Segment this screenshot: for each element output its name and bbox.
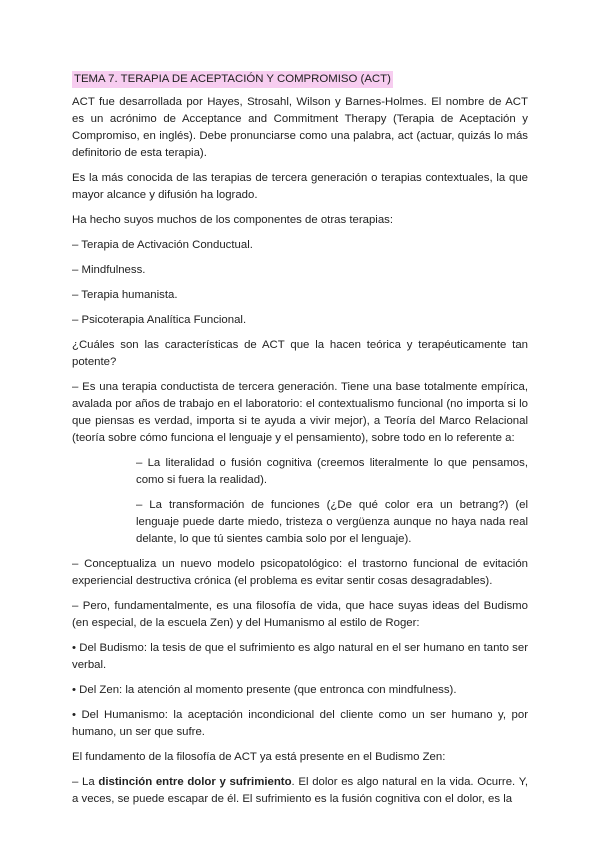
paragraph-third-generation: Es la más conocida de las terapias de tercera generación o terapias contextuales, la que mayor alcance y difusión ha logrado. (72, 172, 528, 201)
list-item-mindfulness: – Mindfulness. (72, 264, 146, 276)
list-item-analitica: – Psicoterapia Analítica Funcional. (72, 314, 247, 326)
paragraph-dolor-sufrimiento (72, 774, 528, 808)
bullet-budismo: • Del Budismo: la tesis de que el sufrimiento es algo natural en el ser humano en tanto ser verbal. (72, 642, 528, 671)
paragraph-question: ¿Cuáles son las características de ACT que la hacen teórica y terapéuticamente tan potente? (72, 339, 528, 368)
bullet-zen: • Del Zen: la atención al momento presente (que entronca con mindfulness). (72, 684, 457, 696)
paragraph-intro: ACT fue desarrollada por Hayes, Strosahl, Wilson y Barnes-Holmes. El nombre de ACT es un acrónimo de Acceptance and Commitment Therapy (Terapia de Aceptación y Compromiso, en inglés). Debe pronunciarse como una palabra, act (actuar, quizás lo más definitorio de esta terapia). (72, 96, 528, 159)
paragraph-fundamento: El fundamento de la filosofía de ACT ya está presente en el Budismo Zen: (72, 751, 446, 763)
sub-item-transformacion: – La transformación de funciones (¿De qué color era un betrang?) (el lenguaje puede darte miedo, tristeza o vergüenza aunque no haya nada real delante, lo que tú sientes cambia solo por el lenguaje). (136, 499, 528, 545)
dolor-sufrimiento-bold: distinción entre dolor y sufrimiento (98, 776, 292, 788)
paragraph-filosofia: – Pero, fundamentalmente, es una filosofía de vida, que hace suyas ideas del Budismo (en especial, de la escuela Zen) y del Humanismo al estilo de Roger: (72, 600, 528, 629)
dolor-prefix: – La (72, 776, 99, 788)
paragraph-psicopatologico: – Conceptualiza un nuevo modelo psicopatológico: el trastorno funcional de evitación experiencial destructiva crónica (el problema es evitar sentir cosas desagradables). (72, 558, 528, 587)
dolor-rest: . El dolor es algo natural en la vida. Ocurre. Y, a veces, se puede escapar de él. El sufrimiento es la fusión cognitiva con el dolor, es la (72, 776, 528, 805)
paragraph-conductista: – Es una terapia conductista de tercera generación. Tiene una base totalmente empírica, avalada por años de trabajo en el laboratorio: el contextualismo funcional (no importa si lo que piensas es verdad, importa si te ayuda a vivir mejor), a Teoría del Marco Relacional (teoría sobre cómo funciona el lenguaje y el pensamiento), sobre todo en lo referente a: (72, 381, 528, 444)
paragraph-components: Ha hecho suyos muchos de los componentes de otras terapias: (72, 214, 394, 226)
list-item-humanista: – Terapia humanista. (72, 289, 178, 301)
list-item-activacion: – Terapia de Activación Conductual. (72, 239, 253, 251)
document-title: TEMA 7. TERAPIA DE ACEPTACIÓN Y COMPROMISO (ACT) (72, 71, 393, 88)
sub-item-literalidad: – La literalidad o fusión cognitiva (creemos literalmente lo que pensamos, como si fuera la realidad). (136, 457, 528, 486)
bullet-humanismo: • Del Humanismo: la aceptación incondicional del cliente como un ser humano y, por humano, un ser que sufre. (72, 709, 528, 738)
